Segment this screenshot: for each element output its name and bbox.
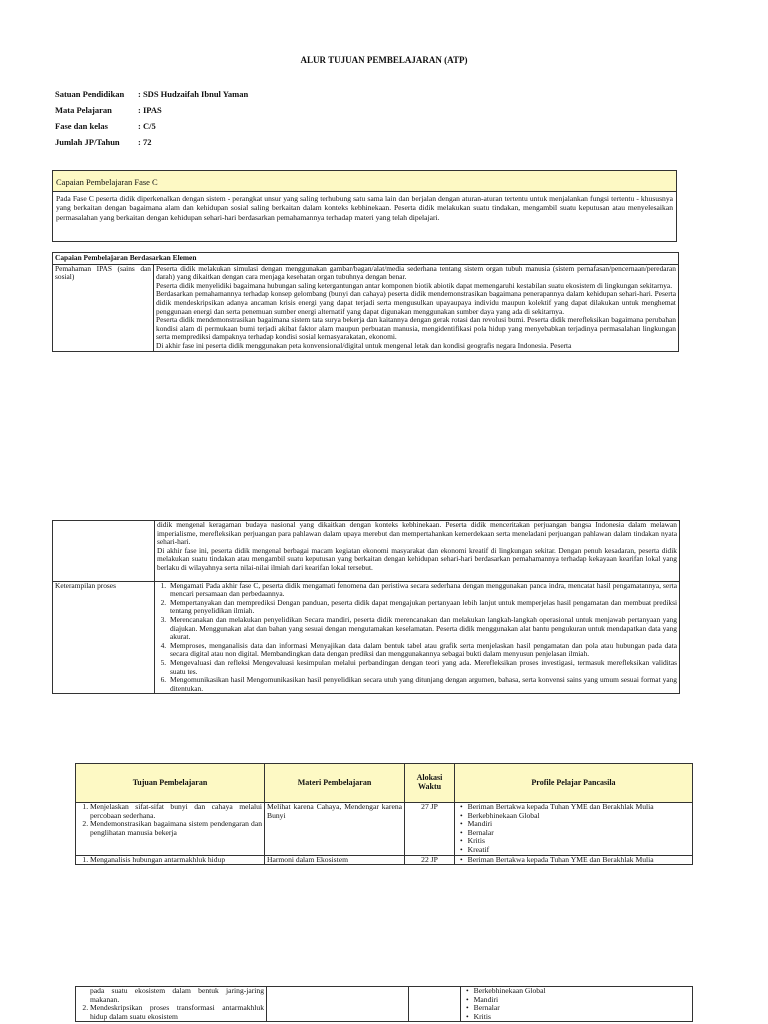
cell-alokasi: 27 JP bbox=[405, 803, 455, 856]
list-item: • Berkebhinekaan Global bbox=[469, 812, 690, 821]
element-content-continued bbox=[155, 521, 680, 582]
atp-table-continued bbox=[75, 986, 693, 1022]
paragraph: didik mengenal keragaman budaya nasional yang dikaitkan dengan konteks kebhinekaan. Peserta didik menceritakan perjuangan bangsa Indonesia dalam melawan imperialisme, merefleksikan perjuangan para pahlawan dalam upaya merebut dan mempertahankan kemerdekaan serta meneladani perjuangan pahlawan dalam tindakan nyata sehari-hari. bbox=[157, 520, 677, 547]
list-item: • Kreatif bbox=[469, 846, 690, 855]
paragraph: Peserta didik menyelidiki bagaimana hubungan saling ketergantungan antar komponen biotik abiotik dapat memengaruhi kestabilan suatu ekosistem di lingkungan sekitarnya. bbox=[156, 280, 673, 290]
element-content-pemahaman bbox=[154, 264, 679, 351]
list-item: 1. Menjelaskan sifat-sifat bunyi dan cahaya melalui percobaan sederhana. bbox=[90, 803, 262, 820]
info-row-mapel bbox=[55, 102, 248, 118]
info-value: : 72 bbox=[138, 137, 152, 147]
cell-alokasi bbox=[409, 987, 461, 1022]
skill-list bbox=[157, 582, 677, 694]
cell-profil bbox=[461, 987, 693, 1022]
list-item: 3. Merencanakan dan melakukan penyelidikan Secara mandiri, peserta didik merencanakan dan melakukan langkah-langkah operasional untuk menjawab pertanyaan yang diajukan. Menggunakan alat dan bahan yang sesuai dengan mengutamakan keselamatan. Peserta didik menggunakan alat bantu pengukuran untuk mendapatkan data yang akurat. bbox=[168, 616, 677, 642]
cp-fase-text: Pada Fase C peserta didik diperkenalkan dengan sistem - perangkat unsur yang saling terhubung satu sama lain dan berjalan dengan aturan-aturan tertentu untuk menjalankan fungsi tertentu - khususnya yang berkaitan dengan bagaimana alam dan kehidupan sosial saling berkaitan dalam konteks kebhinekaan. Peserta didik melakukan suatu tindakan, mengambil suatu keputusan atau menyelesaikan permasalahan yang berkaitan dengan kehidupan sehari-hari berdasarkan pemahamannya terhadap materi yang telah dipelajari. bbox=[52, 192, 677, 242]
cell-materi: Harmoni dalam Ekosistem bbox=[265, 855, 405, 865]
list-item: 2. Mendeskripsikan proses transformasi antarmakhluk hidup dalam suatu ekosistem bbox=[90, 1004, 264, 1021]
info-value: : IPAS bbox=[138, 105, 162, 115]
element-content-keterampilan bbox=[155, 581, 680, 694]
list-item: • Berkebhinekaan Global bbox=[475, 987, 690, 996]
info-value: : SDS Hudzaifah Ibnul Yaman bbox=[138, 89, 249, 99]
list-item-continued: pada suatu ekosistem dalam bentuk jaring-jaring makanan. bbox=[90, 986, 264, 1004]
paragraph: Peserta didik melakukan simulasi dengan menggunakan gambar/bagan/alat/media sederhana tentang sistem organ tubuh manusia (sistem pernafasan/pencernaan/peredaran darah) yang dikaitkan dengan cara menjaga kesehatan organ tubuhnya dengan benar. bbox=[156, 263, 676, 282]
paragraph: Berdasarkan pemahamannya terhadap konsep gelombang (bunyi dan cahaya) peserta didik mendemonstrasikan bagaimana penerapannya dalam kehidupan sehari-hari. Peserta didik mendeskripsikan adanya ancaman krisis energi yang dapat terjadi serta mengusulkan upayaupaya individu maupun kolektif yang dapat dilakukan untuk menghemat penggunaan energi dan serta penemuan sumber energi alternatif yang dapat digunakan menggunakan sumber daya yang ada di sekitarnya. bbox=[156, 289, 676, 316]
list-item: • Kritis bbox=[469, 837, 690, 846]
cell-materi bbox=[267, 987, 409, 1022]
list-item: 1. Menganalisis hubungan antarmakhluk hidup bbox=[90, 856, 262, 865]
list-item: 4. Memproses, menganalisis data dan informasi Menyajikan data dalam bentuk tabel atau grafik serta menjelaskan hasil pengamatan dan pola atau hubungan pada data secara digital atau non digital. Membandingkan data dengan prediksi dan menggunakannya sebagai bukti dalam menyusun penjelasan ilmiah. bbox=[168, 642, 677, 659]
col-header-alokasi: Alokasi Waktu bbox=[405, 764, 455, 803]
cell-profil bbox=[455, 803, 693, 856]
info-key: Satuan Pendidikan bbox=[55, 89, 125, 99]
list-item: 2. Mempertanyakan dan memprediksi Dengan panduan, peserta didik dapat mengajukan pertanyaan lebih lanjut untuk memperjelas hasil pengamatan dan membuat prediksi tentang penyelidikan ilmiah. bbox=[168, 599, 677, 616]
list-item: • Bernalar bbox=[469, 829, 690, 838]
info-key: Jumlah JP/Tahun bbox=[55, 137, 120, 147]
col-header-profil: Profile Pelajar Pancasila bbox=[455, 764, 693, 803]
atp-table bbox=[75, 763, 693, 865]
table-row bbox=[76, 803, 693, 856]
profil-list bbox=[457, 856, 690, 865]
cp-elemen-heading: Capaian Pembelajaran Berdasarkan Elemen bbox=[53, 253, 679, 265]
cell-alokasi: 22 JP bbox=[405, 855, 455, 865]
list-item: • Kritis bbox=[475, 1013, 690, 1022]
tujuan-list bbox=[78, 1004, 264, 1021]
document-title: ALUR TUJUAN PEMBELAJARAN (ATP) bbox=[300, 55, 468, 65]
list-item: 1. Mengamati Pada akhir fase C, peserta didik mengamati fenomena dan peristiwa secara sederhana dengan menggunakan panca indra, mencatat hasil pengamatannya, serta mencari persamaan dan perbedaannya. bbox=[168, 582, 677, 599]
element-label-pemahaman: Pemahaman IPAS (sains dan sosial) bbox=[53, 264, 154, 351]
list-item: • Bernalar bbox=[475, 1004, 690, 1013]
cell-tujuan bbox=[76, 803, 265, 856]
cell-tujuan bbox=[76, 855, 265, 865]
info-key: Fase dan kelas bbox=[55, 121, 108, 131]
paragraph: Di akhir fase ini, peserta didik mengenal berbagai macam kegiatan ekonomi masyarakat dan ekonomi kreatif di lingkungan sekitar. Dengan penuh kesadaran, peserta didik melakukan suatu tindakan atau mengambil suatu keputusan yang berkaitan dengan kehidupan sehari-hari berdasarkan pemahamannya terhadap kekayaan kearifan lokal yang berlaku di wilayahnya serta nilai-nilai ilmiah dari kearifan lokal tersebut. bbox=[157, 545, 677, 572]
identity-block bbox=[55, 86, 248, 150]
list-item: • Mandiri bbox=[475, 996, 690, 1005]
cell-profil bbox=[455, 855, 693, 865]
info-value: : C/5 bbox=[138, 121, 156, 131]
list-item: • Beriman Bertakwa kepada Tuhan YME dan Berakhlak Mulia bbox=[469, 803, 690, 812]
col-header-materi: Materi Pembelajaran bbox=[265, 764, 405, 803]
cp-elemen-table bbox=[52, 252, 679, 352]
tujuan-list bbox=[78, 856, 262, 865]
cp-fase-heading: Capaian Pembelajaran Fase C bbox=[52, 170, 677, 192]
table-row bbox=[76, 855, 693, 865]
element-label-keterampilan: Keterampilan proses bbox=[53, 581, 155, 694]
list-item: • Beriman Bertakwa kepada Tuhan YME dan Berakhlak Mulia bbox=[469, 856, 690, 865]
info-row-fase bbox=[55, 118, 248, 134]
tujuan-list bbox=[78, 803, 262, 837]
table-row bbox=[76, 987, 693, 1022]
cell-tujuan bbox=[76, 987, 267, 1022]
info-row-satuan bbox=[55, 86, 248, 102]
info-row-jp bbox=[55, 134, 248, 150]
cell-materi: Melihat karena Cahaya, Mendengar karena Bunyi bbox=[265, 803, 405, 856]
cp-elemen-table-continued bbox=[52, 520, 680, 694]
paragraph: Di akhir fase ini peserta didik menggunakan peta konvensional/digital untuk mengenal letak dan kondisi geografis negara Indonesia. Peserta bbox=[156, 340, 572, 350]
col-header-tujuan: Tujuan Pembelajaran bbox=[76, 764, 265, 803]
paragraph: Peserta didik mendemonstrasikan bagaimana sistem tata surya bekerja dan kaitannya dengan gerak rotasi dan revolusi bumi. Peserta didik merefleksikan bagaimana perubahan kondisi alam di permukaan bumi terjadi akibat faktor alam maupun perbuatan manusia, mengidentifikasi pola hidup yang menyebabkan terjadinya permasalahan lingkungan serta memprediksi dampaknya terhadap kondisi sosial kemasyarakatan, ekonomi. bbox=[156, 315, 676, 342]
info-key: Mata Pelajaran bbox=[55, 105, 112, 115]
profil-list bbox=[457, 803, 690, 855]
profil-list bbox=[463, 987, 690, 1021]
list-item: • Mandiri bbox=[469, 820, 690, 829]
list-item: 2. Mendemonstrasikan bagaimana sistem pendengaran dan penglihatan manusia bekerja bbox=[90, 820, 262, 837]
list-item: 6. Mengomunikasikan hasil Mengomunikasikan hasil penyelidikan secara utuh yang ditunjang dengan argumen, bahasa, serta konvensi sains yang umum sesuai format yang ditentukan. bbox=[168, 676, 677, 693]
element-label-empty bbox=[53, 521, 155, 582]
list-item: 5. Mengevaluasi dan refleksi Mengevaluasi kesimpulan melalui perbandingan dengan teori yang ada. Merefleksikan proses investigasi, termasuk merefleksikan validitas suatu tes. bbox=[168, 659, 677, 676]
